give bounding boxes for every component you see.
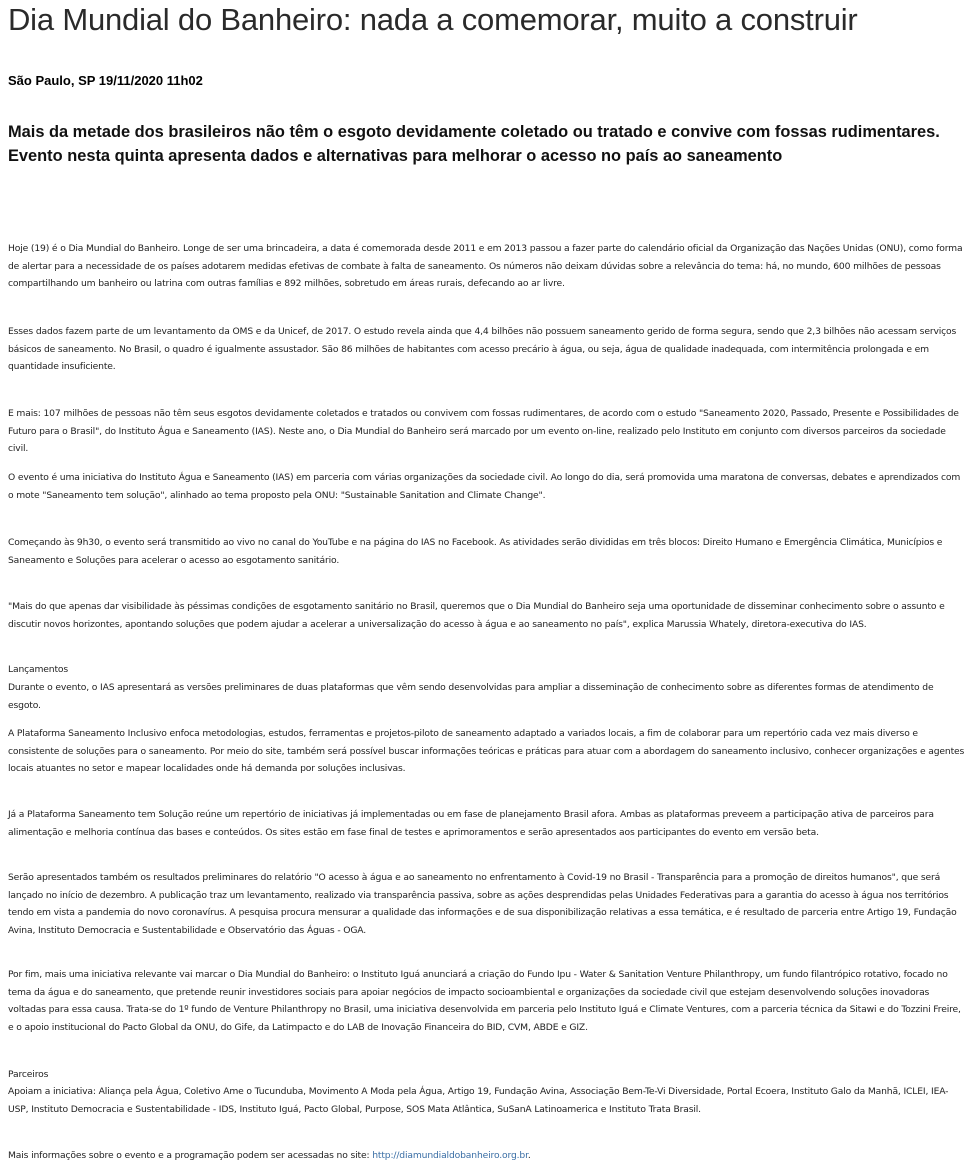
article-subtitle: Mais da metade dos brasileiros não têm o esgoto devidamente coletado ou tratado e convive com fossas rudimentares. Evento nesta quinta apresenta dados e alternativas para melhorar o acesso no país ao saneamento — [8, 123, 940, 165]
paragraph-report: Serão apresentados também os resultados preliminares do relatório "O acesso à água e ao saneamento no enfrentamento à Covid-19 no Brasil - Transparência para a promoção de direitos humanos", que será lançado no início de dezembro. A publicação traz um levantamento, realizado via transparência passiva, sobre as ações desprendidas pelas Unidades Federativas para a garantia do acesso à água nos territórios tendo em vista a pandemia do novo coronavírus. A pesquisa procura mensurar a qualidade das informações e de sua disponibilização relativas a essa temática, e é resultado de parceria entre Artigo 19, Fundação Avina, Instituto Democracia e Sustentabilidade e Observatório das Águas - OGA. — [8, 872, 957, 936]
paragraph-partners: Apoiam a iniciativa: Aliança pela Água, Coletivo Ame o Tucunduba, Movimento A Moda pela Água, Artigo 19, Fundação Avina, Associação Bem-Te-Vi Diversidade, Portal Ecoera, Instituto Galo da Manhã, ICLEI, IEA-USP, Instituto Democracia e Sustentabilidade - IDS, Instituto Iguá, Pacto Global, Purpose, SOS Mata Atlântica, SuSanA Latinoamerica e Instituto Trata Brasil. — [8, 1086, 949, 1115]
section-heading-lancamentos: Lançamentos — [8, 664, 69, 675]
paragraph-saneamento-inclusivo: A Plataforma Saneamento Inclusivo enfoca metodologias, estudos, ferramentas e projetos-piloto de saneamento adaptado a variados locais, a fim de colaborar para um repertório cada vez mais diverso e consistente de soluções para o saneamento. Por meio do site, também será possível buscar informações teóricas e práticas para atuar com a abordagem do saneamento inclusivo, conhecer organizações e agentes locais atuantes no setor e mapear localidades onde há demanda por soluções inclusivas. — [8, 728, 965, 775]
paragraph-ias-study: E mais: 107 milhões de pessoas não têm seus esgotos devidamente coletados e tratados ou convivem com fossas rudimentares, de acordo com o estudo "Saneamento 2020, Passado, Presente e Possibilidades de Futuro para o Brasil", do Instituto Água e Saneamento (IAS). Neste ano, o Dia Mundial do Banheiro será marcado por um evento on-line, realizado pelo Instituto em conjunto com diversos parceiros da sociedade civil. — [8, 408, 959, 455]
paragraph-event: O evento é uma iniciativa do Instituto Água e Saneamento (IAS) em parceria com várias organizações da sociedade civil. Ao longo do dia, será promovida uma maratona de conversas, debates e aprendizados com o mote "Saneamento tem solução", alinhado ao tema proposto pela ONU: "Sustainable Sanitation and Climate Change". — [8, 472, 961, 501]
paragraph-more-info — [8, 1147, 968, 1165]
paragraph-saneamento-solucao: Já a Plataforma Saneamento tem Solução reúne um repertório de iniciativas já implementadas ou em fase de planejamento Brasil afora. Ambas as plataformas preveem a participação ativa de parceiros para alimentação e melhoria contínua das bases e conteúdos. Os sites estão em fase final de testes e aprimoramentos e serão apresentados aos participantes do evento em versão beta. — [8, 809, 934, 838]
paragraph-oms-unicef: Esses dados fazem parte de um levantamento da OMS e da Unicef, de 2017. O estudo revela ainda que 4,4 bilhões não possuem saneamento gerido de forma segura, sendo que 2,3 bilhões não acessam serviços básicos de saneamento. No Brasil, o quadro é igualmente assustador. São 86 milhões de habitantes com acesso precário à água, ou seja, água de qualidade inadequada, com intermitência prolongada e em quantidade insuficiente. — [8, 326, 957, 373]
paragraph-schedule: Começando às 9h30, o evento será transmitido ao vivo no canal do YouTube e na página do IAS no Facebook. As atividades serão divididas em três blocos: Direito Humano e Emergência Climática, Municípios e Saneamento e Soluções para acelerar o acesso ao esgotamento sanitário. — [8, 537, 943, 566]
event-site-link[interactable]: http://diamundialdobanheiro.org.br — [372, 1150, 528, 1161]
more-info-text: Mais informações sobre o evento e a programação podem ser acessadas no site: — [8, 1150, 373, 1161]
paragraph-platforms: Durante o evento, o IAS apresentará as versões preliminares de duas plataformas que vêm sendo desenvolvidas para ampliar a disseminação de conhecimento sobre as diferentes formas de atendimento de esgoto. — [8, 682, 934, 711]
paragraph-intro: Hoje (19) é o Dia Mundial do Banheiro. Longe de ser uma brincadeira, a data é comemorada desde 2011 e em 2013 passou a fazer parte do calendário oficial da Organização das Nações Unidas (ONU), como forma de alertar para a necessidade de os países adotarem medidas efetivas de combate à falta de saneamento. Os números não deixam dúvidas sobre a relevância do tema: há, no mundo, 600 milhões de pessoas compartilhando um banheiro ou latrina com outras famílias e 892 milhões, sobretudo em áreas rurais, defecando ao ar livre. — [8, 243, 963, 290]
article-title: Dia Mundial do Banheiro: nada a comemorar, muito a construir — [8, 2, 858, 37]
section-heading-parceiros: Parceiros — [8, 1069, 49, 1080]
paragraph-fundo-ipu: Por fim, mais uma iniciativa relevante vai marcar o Dia Mundial do Banheiro: o Instituto Iguá anunciará a criação do Fundo Ipu - Water & Sanitation Venture Philanthropy, um fundo filantrópico rotativo, focado no tema da água e do saneamento, que pretende reunir investidores sociais para apoiar negócios de impacto socioambiental e organizações da sociedade civil que estejam desenvolvendo soluções inovadoras voltadas para essa causa. Trata-se do 1º fundo de Venture Philanthropy no Brasil, uma iniciativa desenvolvida em parceria pelo Instituto Iguá e Climate Ventures, com a parceria técnica da Sitawi e do Tozzini Freire, e o apoio institucional do Pacto Global da ONU, do Gife, da Latimpacto e do LAB de Inovação Financeira do BID, CVM, ABDE e GIZ. — [8, 969, 961, 1033]
paragraph-quote: "Mais do que apenas dar visibilidade às péssimas condições de esgotamento sanitário no Brasil, queremos que o Dia Mundial do Banheiro seja uma oportunidade de disseminar conhecimento sobre o assunto e discutir novos horizontes, apontando soluções que podem ajudar a acelerar a universalização do acesso à água e ao saneamento no país", explica Marussia Whately, diretora-executiva do IAS. — [8, 601, 945, 630]
article-dateline: São Paulo, SP 19/11/2020 11h02 — [8, 73, 203, 88]
more-info-period: . — [527, 1150, 531, 1161]
